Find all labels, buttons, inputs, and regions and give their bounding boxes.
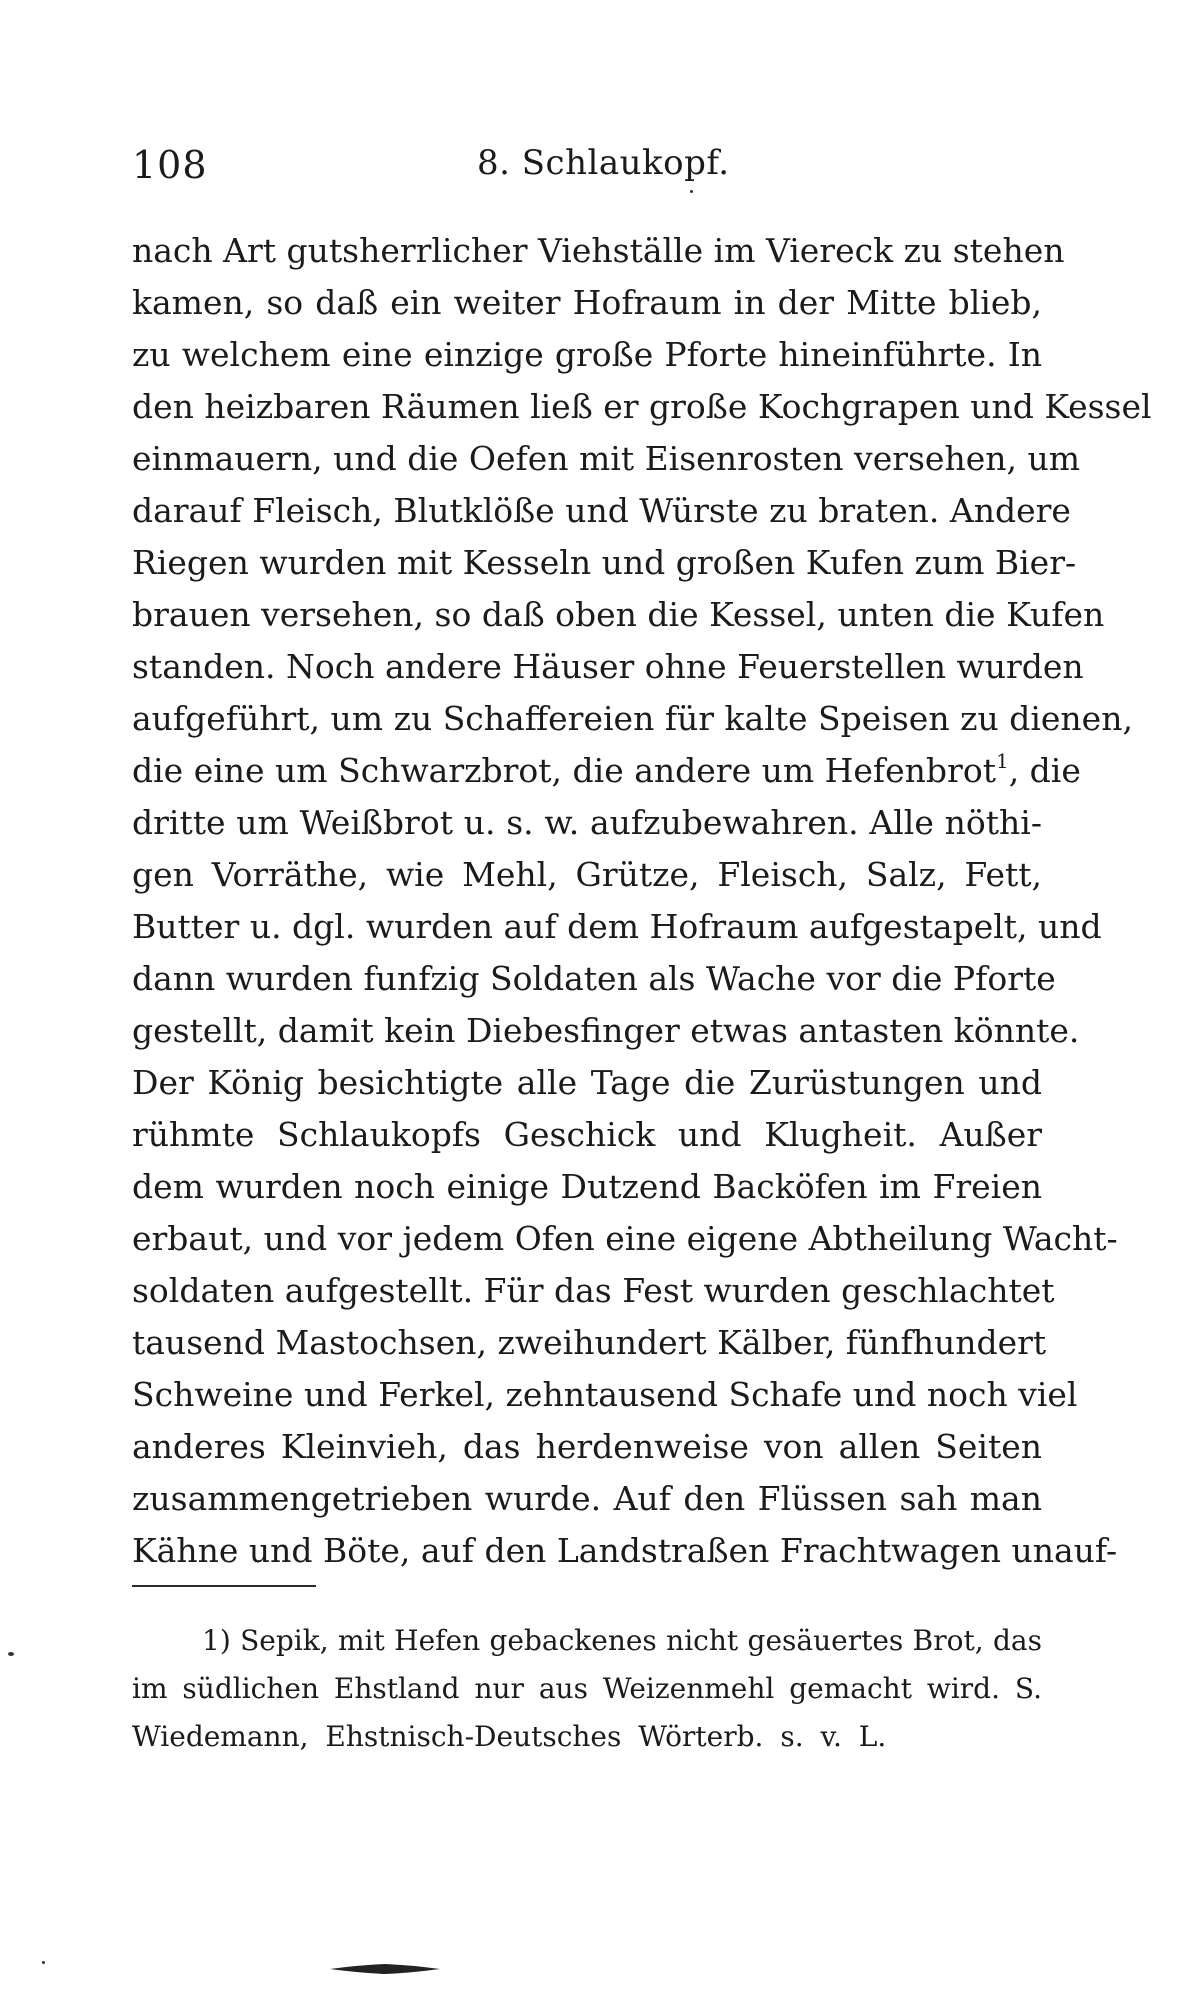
running-head: 8. Schlaukopf. bbox=[477, 143, 730, 183]
page-number: 108 bbox=[132, 143, 208, 187]
text-line: gen Vorräthe, wie Mehl, Grütze, Fleisch, Salz, Fett, bbox=[132, 855, 1042, 894]
text-line-with-note bbox=[132, 745, 1081, 797]
text-line: Der König besichtigte alle Tage die Zurüstungen und bbox=[132, 1063, 1042, 1102]
print-speck-icon bbox=[8, 1652, 14, 1656]
text-line: erbaut, und vor jedem Ofen eine eigene Abtheilung Wacht- bbox=[132, 1219, 1118, 1258]
text-line: Riegen wurden mit Kesseln und großen Kufen zum Bier- bbox=[132, 543, 1077, 582]
text-line: soldaten aufgestellt. Für das Fest wurden geschlachtet bbox=[132, 1271, 1055, 1310]
text-line: aufgeführt, um zu Schaffereien für kalte Speisen zu dienen, bbox=[132, 699, 1133, 738]
text-line-part: die eine um Schwarzbrot, die andere um Hefenbrot bbox=[132, 751, 996, 790]
text-line: tausend Mastochsen, zweihundert Kälber, fünfhundert bbox=[132, 1323, 1047, 1362]
print-speck-icon bbox=[690, 190, 693, 193]
text-line: dritte um Weißbrot u. s. w. aufzubewahren. Alle nöthi- bbox=[132, 803, 1042, 842]
text-line: anderes Kleinvieh, das herdenweise von allen Seiten bbox=[132, 1427, 1042, 1466]
text-line: gestellt, damit kein Diebesfinger etwas antasten könnte. bbox=[132, 1011, 1080, 1050]
text-line-part: , die bbox=[1008, 751, 1081, 790]
text-line: kamen, so daß ein weiter Hofraum in der Mitte blieb, bbox=[132, 283, 1042, 322]
ornament-rule-icon bbox=[330, 1963, 440, 1975]
text-line: dem wurden noch einige Dutzend Backöfen im Freien bbox=[132, 1167, 1042, 1206]
footnote-reference: 1 bbox=[995, 749, 1009, 773]
body-text bbox=[132, 225, 1152, 1577]
text-line: zu welchem eine einzige große Pforte hineinführte. In bbox=[132, 335, 1042, 374]
text-line: einmauern, und die Oefen mit Eisenrosten versehen, um bbox=[132, 439, 1081, 478]
text-line: dann wurden funfzig Soldaten als Wache vor die Pforte bbox=[132, 959, 1056, 998]
text-line: brauen versehen, so daß oben die Kessel, unten die Kufen bbox=[132, 595, 1105, 634]
footnote-line: Wiedemann, Ehstnisch-Deutsches Wörterb. s. v. L. bbox=[132, 1720, 887, 1753]
text-line: zusammengetrieben wurde. Auf den Flüssen sah man bbox=[132, 1479, 1042, 1518]
print-speck-icon bbox=[42, 1961, 45, 1964]
text-line: Schweine und Ferkel, zehntausend Schafe und noch viel bbox=[132, 1375, 1078, 1414]
text-line: darauf Fleisch, Blutklöße und Würste zu braten. Andere bbox=[132, 491, 1071, 530]
footnote-line: 1) Sepik, mit Hefen gebackenes nicht gesäuertes Brot, das bbox=[202, 1624, 1042, 1657]
text-line: Butter u. dgl. wurden auf dem Hofraum aufgestapelt, und bbox=[132, 907, 1102, 946]
text-line: standen. Noch andere Häuser ohne Feuerstellen wurden bbox=[132, 647, 1084, 686]
text-line: rühmte Schlaukopfs Geschick und Klugheit. Außer bbox=[132, 1115, 1042, 1154]
text-line: nach Art gutsherrlicher Viehställe im Viereck zu stehen bbox=[132, 231, 1065, 270]
text-line: den heizbaren Räumen ließ er große Kochgrapen und Kessel bbox=[132, 387, 1152, 426]
footnote-rule bbox=[132, 1585, 316, 1587]
footnote-line: im südlichen Ehstland nur aus Weizenmehl gemacht wird. S. bbox=[132, 1672, 1042, 1705]
text-line: Kähne und Böte, auf den Landstraßen Frachtwagen unauf- bbox=[132, 1531, 1118, 1570]
footnotes bbox=[132, 1617, 1042, 1761]
